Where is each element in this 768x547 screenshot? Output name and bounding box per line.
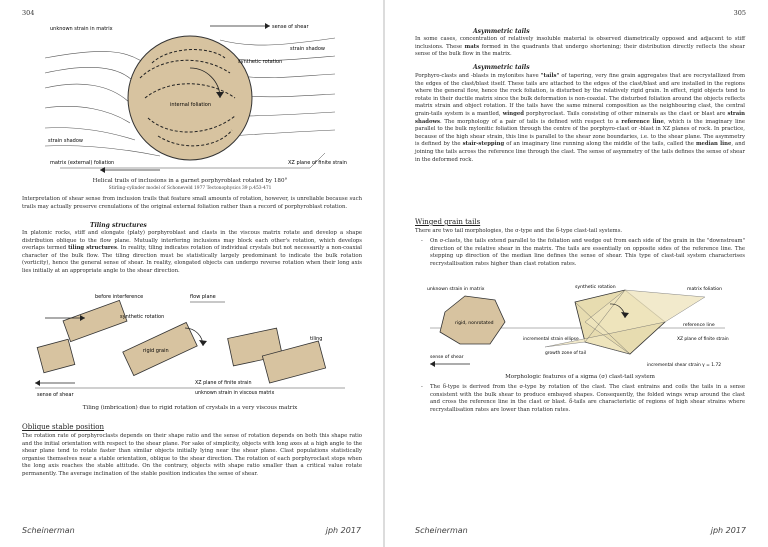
label-rigid-grain: rigid grain (143, 348, 169, 354)
text-span: In platonic rocks, stiff and elongate (platy) porphyroblast and clasts in the viscous matrix rotate and develop a shape distribution oblique to the flow plane. Mutually interfering inclusions may block each other's rotation, which develops overlaps termed (22, 230, 362, 252)
page-number: 304 (22, 9, 35, 17)
heading-tiling: Tiling structures (90, 222, 147, 229)
term-stair-stepping: stair-stepping (462, 141, 505, 148)
label-unknown-strain: unknown strain in matrix (50, 26, 113, 32)
page-number: 305 (733, 9, 746, 17)
label-matrix-foliation: matrix foliation (687, 287, 723, 292)
label-growth-zone: growth zone of tail (545, 351, 587, 356)
term-reference-line: reference line (621, 118, 664, 125)
garnet-porphyroblast (128, 36, 252, 160)
figure1-caption: Helical trails of inclusions in a garnet porphyroblast rotated by 180° (92, 178, 288, 184)
label-strain-shadow-bottom: strain shadow (48, 138, 83, 144)
heading-asymmetric-tails-2: Asymmetric tails (473, 64, 530, 71)
label-synthetic-rotation: synthetic rotation (120, 314, 165, 320)
figure1-subcaption: Stirling-cylinder model of Schoneveld 1977 Tectonophysics 39 p.453-471 (108, 186, 272, 191)
label-rigid-nonrotated: rigid, nonrotated (455, 321, 494, 326)
label-matrix-foliation: matrix (external) foliation (50, 160, 115, 166)
label-synthetic-rotation: synthetic rotation (575, 285, 616, 290)
label-xz-plane: XZ plane of finite strain (677, 337, 729, 342)
text-span: , which is the imaginary line parallel to the bulk mylonitic foliation through the centre of the porphyro-clast or -blast in XZ planes of rock. In practice, because of the high shear strain, this line is parallel to the shear zone boundaries, i.e. to the shear plane. The asymmetry is defined by the (415, 118, 746, 148)
footer-author: jph 2017 (325, 526, 361, 535)
text-span: porphyroclast. Tails consisting of other minerals as the clast or blast are (523, 110, 728, 117)
label-reference-line: reference line (683, 323, 715, 328)
text-span: of tapering, very fine grain aggregates that are recrystallized from the edges of the clast/blast itself. These tails are attached to the edges of the clast/blast and are installed in the regions where the general flow, hence the rock foliation, is disturbed by the relatively rigid grain. In effect, rigid objects tend to rotate in their ductile matrix since the bulk deformation is non-coaxial. The disturbed foliation around the objects reflects matrix strain and object rotation. If the tails have the same mineral composition as the neighbouring clast, the central grain-tails system is a mantled, (415, 73, 745, 117)
bullet-delta-type (421, 384, 745, 414)
label-incremental-strain: incremental strain ellipse (523, 337, 579, 342)
garnet-helical-inclusion-figure (40, 18, 347, 178)
footer-signature-left: Scheinerman (415, 526, 468, 535)
text-span: Porphyro-clasts and -blasts in mylonites have (415, 73, 541, 79)
label-synthetic-rotation: synthetic rotation (238, 59, 283, 65)
label-tiling: tiling (310, 336, 323, 342)
text-span: formed in the quadrants that undergo shortening; their distribution directly reflects the shear sense of the bulk flow in the matrix. (415, 43, 745, 58)
text-span: The δ-type is derived from the σ-type by rotation of the clast. The clast entrains and coils the tails in a sense consistent with the bulk shear to produce embayed shapes. Consequently, the folded wings wrap around the clast and cross the reference line in the clast or blast. δ-tails are characteristic of regions of high shear strains where recrystallisation rates are lower than rotation rates. (430, 384, 745, 413)
label-sense-of-shear: sense of shear (430, 355, 464, 360)
text-span: In some cases, concentration of relatively insoluble material is observed diametrically opposed and adjacent to stiff inclusions. These (415, 36, 745, 50)
label-sense-of-shear: sense of shear (37, 392, 74, 398)
label-incremental-shear: incremental shear strain γ = 1.72 (647, 363, 722, 368)
left-page (0, 0, 383, 547)
paragraph-tiling (22, 230, 362, 276)
label-sense-of-shear: sense of shear (272, 24, 309, 30)
text-span: , and joining the tails across the reference line through the clast. The sense of asymmetry of the tails defines the sense of shear in the deformed rock. (415, 141, 746, 163)
heading-winged-grain-tails: Winged grain tails (415, 218, 481, 226)
label-strain-shadow-top: strain shadow (290, 46, 325, 52)
bullet-sigma-clasts (421, 238, 745, 268)
text-span: . The morphology of a pair of tails is defined with respect to a (440, 118, 622, 125)
grain-before (63, 300, 127, 341)
tiling-figure (25, 288, 355, 403)
figure3-caption: Morphologic features of a sigma (σ) clast-tail system (505, 374, 655, 380)
label-unknown-strain: unknown strain in viscous matrix (195, 391, 275, 396)
paragraph-oblique: The rotation rate of porphyroclasts depends on their shape ratio and the sense of rotation depends on both this shape ratio and the initial orientation with respect to the shear plane. For sake of simplicity, objects with long axes at a high angle to the shear plane tend to rotate faster than similar objects initially lying near the shear plane. Clast populations statistically organise themselves near a stable orientation, oblique to the shear direction. The rotation of each porphyroclast stops when the long axis reaches the stable attitude. On the contrary, objects with shape ratio smaller than a critical value rotate permanently. The average inclination of the stable position indicates the sense of shear. (22, 433, 362, 477)
term-winged: winged (502, 110, 524, 117)
term-strain-shadows: strain shadows (415, 110, 745, 125)
term-median-line: median line (695, 141, 732, 148)
footer-author: jph 2017 (710, 526, 746, 535)
sigma-clast-tail-figure (425, 282, 735, 374)
term-tiling-structures: tiling structures (68, 245, 117, 252)
paragraph-mats (415, 36, 745, 59)
term-tails: "tails" (540, 73, 560, 79)
footer-signature-left: Scheinerman (22, 526, 75, 535)
right-page (385, 0, 768, 547)
bullet-marker: - (421, 384, 423, 390)
paragraph-two-morphologies: There are two tail morphologies, the σ-type and the δ-type clast-tail systems. (415, 228, 623, 234)
grain-left (37, 339, 75, 372)
paragraph-tails (415, 73, 745, 164)
term-mats: mats (464, 43, 480, 50)
bullet-marker: - (421, 238, 423, 244)
text-span: On σ-clasts, the tails extend parallel to the foliation and wedge out from each side of the grain in the "downstream" direction of the relative shear in the matrix. The tails are essentially on opposite sides of the reference line. The stepping up direction of the median line defines the sense of shear. This type of clast-tail system characterises recrystallisation rates higher than clast rotation rates. (430, 238, 745, 267)
paragraph-interpretation: Interpretation of shear sense from inclusion trails that feature small amounts of rotation, however, is unreliable because such trails may actually preserve crenulations of the original external foliation rather than a record of porphyroblast rotation. (22, 196, 362, 210)
text-span: of an imaginary line running along the middle of the tails, called the (504, 141, 696, 148)
label-xz-plane: XZ plane of finite strain (195, 381, 252, 386)
heading-asymmetric-tails-1: Asymmetric tails (473, 28, 530, 35)
label-before-interference: before interference (95, 294, 144, 300)
label-internal-foliation: internal foliation (170, 102, 212, 108)
text-span: . In reality, tiling indicates rotation of individual crystals but not necessarily a non-coaxial character of the bulk flow. The tiling direction must be statistically largely predominant to indicate the bulk rotation (vorticity), hence the general sense of shear. In reality, elongated objects can undergo reverse rotation when their long axis lies initially at an appropriate angle to the shear direction. (22, 245, 362, 274)
label-flow-plane: flow plane (190, 294, 216, 300)
figure2-caption: Tiling (imbrication) due to rigid rotation of crystals in a very viscous matrix (82, 405, 298, 411)
label-xz-plane: XZ plane of finite strain (288, 160, 347, 166)
rigid-hexagon (440, 296, 505, 344)
label-unknown-strain: unknown strain in matrix (427, 287, 485, 292)
heading-oblique-stable-position: Oblique stable position (22, 423, 105, 431)
